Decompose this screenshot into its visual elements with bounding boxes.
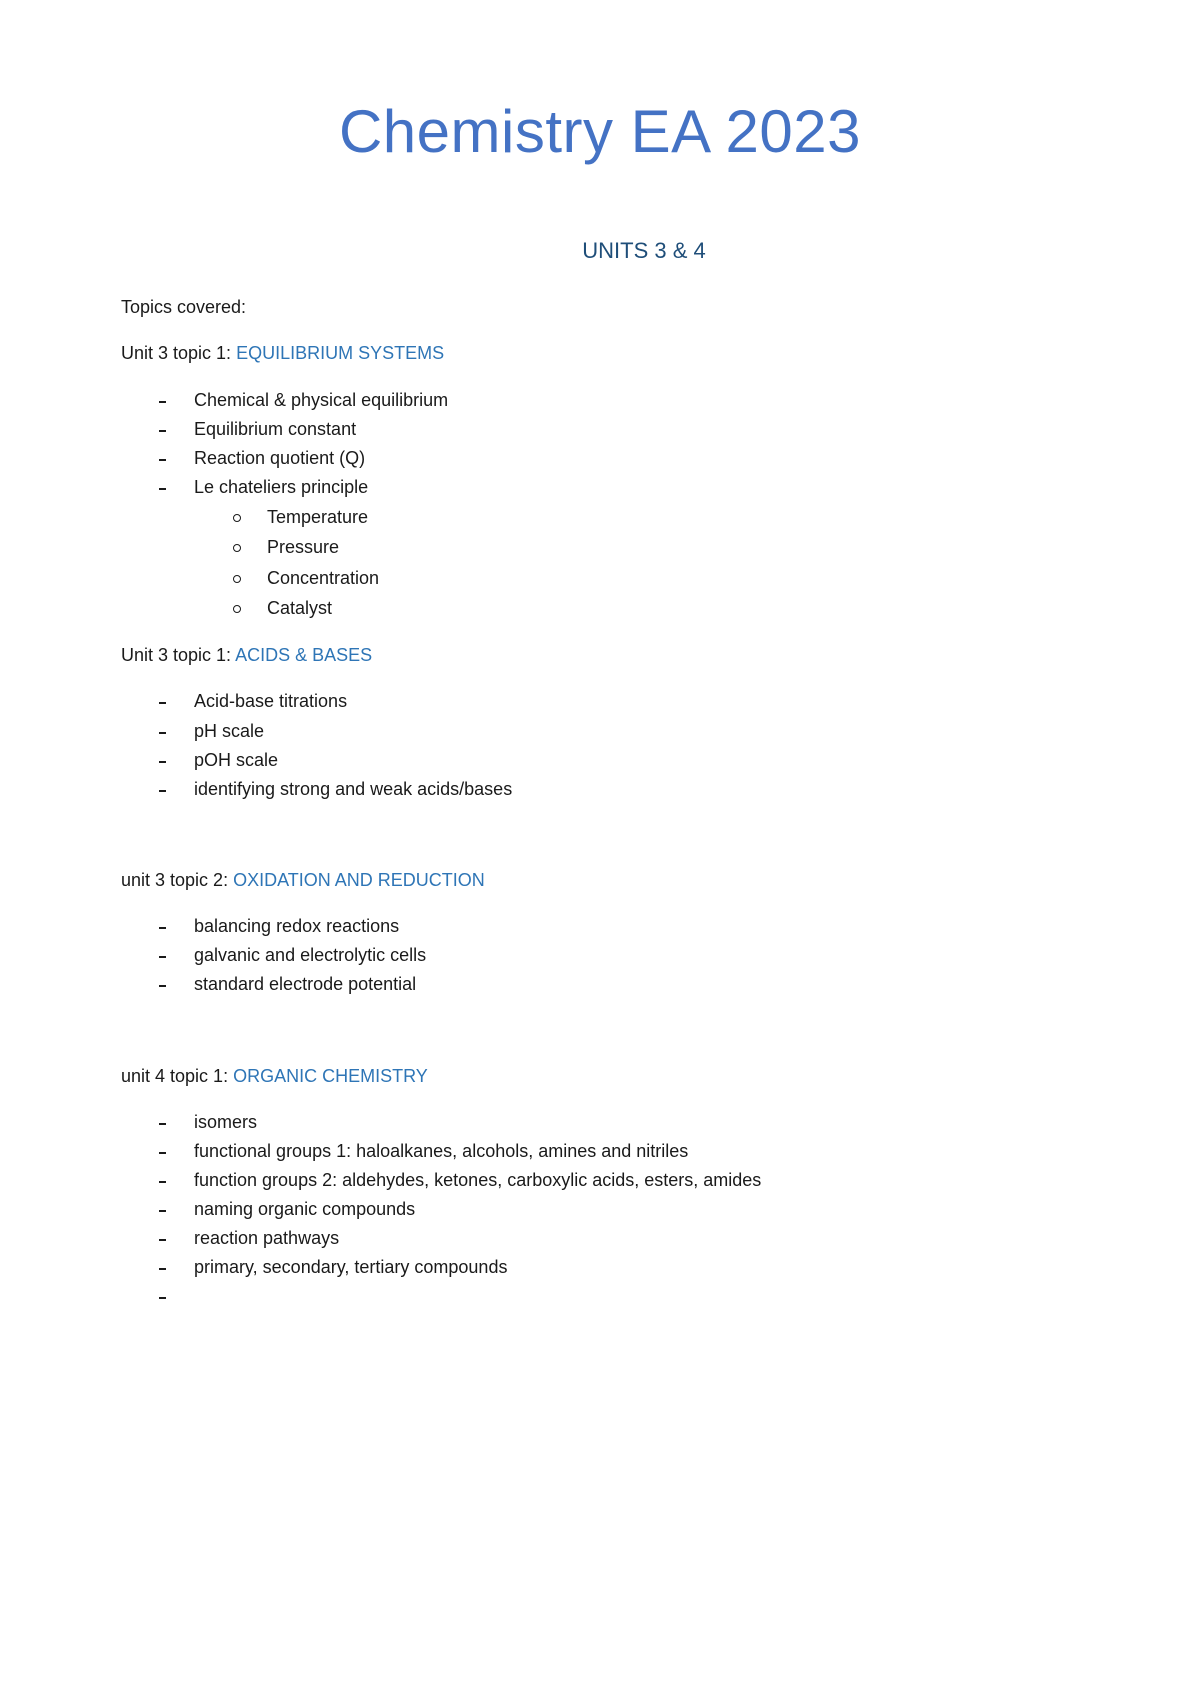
- section-prefix: Unit 3 topic 1:: [121, 645, 236, 665]
- section-topic: ORGANIC CHEMISTRY: [233, 1066, 428, 1086]
- section-heading-oxidation-reduction: [121, 867, 485, 893]
- section-topic: EQUILIBRIUM SYSTEMS: [236, 343, 445, 363]
- circle-bullet-icon: [232, 504, 244, 530]
- section-prefix: unit 4 topic 1:: [121, 1066, 234, 1086]
- circle-bullet-icon: [232, 595, 244, 621]
- section-topic: OXIDATION AND REDUCTION: [233, 870, 485, 890]
- section-heading-equilibrium: [121, 340, 444, 366]
- section-prefix: Unit 3 topic 1:: [121, 343, 237, 363]
- document-title: Chemistry EA 2023: [338, 98, 862, 165]
- circle-bullet-icon: [232, 565, 244, 591]
- section-heading-acids-bases: [121, 642, 372, 668]
- circle-bullet-icon: [232, 534, 244, 560]
- section-heading-organic-chemistry: [121, 1063, 428, 1089]
- document-subtitle: UNITS 3 & 4: [582, 238, 706, 263]
- document-page: Chemistry EA 2023 UNITS 3 & 4 Topics covered: Unit 3 topic 1: EQUILIBRIUM SYSTEMS Chemical & physical equilibrium Equilibrium constant Reaction quotient (Q) Le chateliers principle Temperature Pressure Concentration Catalyst Unit 3 topic 1: ACIDS & BASES Acid-base titrations pH scale pOH scale identifying strong and weak acids/bases unit 3 topic 2: OXIDATION AND REDUCTION balancing redox reactions galvanic and electrolytic cells standard electrode potential unit 4 topic 1: ORGANIC CHEMISTRY isomers functional groups 1: haloalkanes, alcohols, amines and nitriles function groups 2: aldehydes, ketones, carboxylic acids, esters, amides naming organic compounds reaction pathways primary, secondary, tertiary compounds: [0, 0, 1200, 1698]
- section-prefix: unit 3 topic 2:: [121, 870, 234, 890]
- section-topic: ACIDS & BASES: [235, 645, 373, 665]
- topics-covered-label: Topics covered:: [121, 297, 247, 317]
